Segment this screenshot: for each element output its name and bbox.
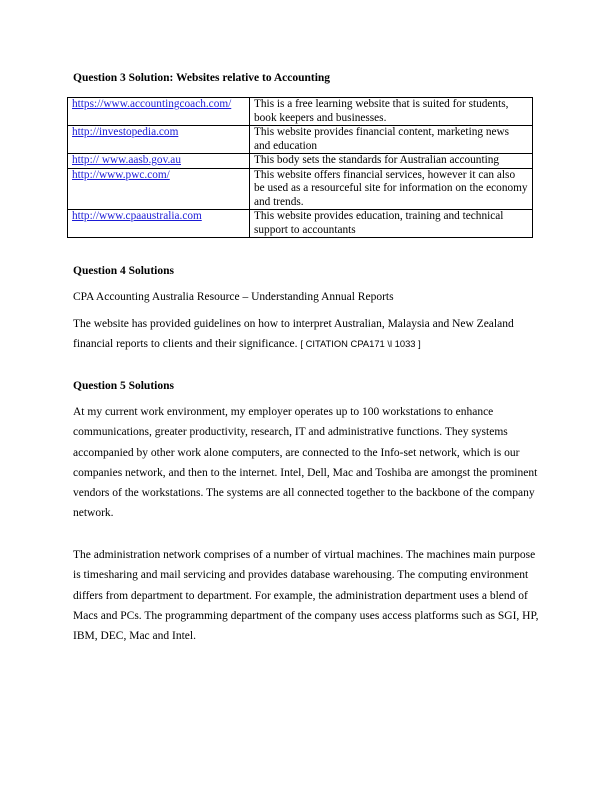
website-link[interactable]: http://investopedia.com [72, 126, 179, 138]
q4-citation: [ CITATION CPA171 \l 1033 ] [300, 338, 421, 350]
description-cell: This is a free learning website that is suited for students, book keepers and businesses. [250, 98, 533, 126]
q4-paragraph [73, 314, 543, 355]
table-row [68, 210, 533, 238]
url-cell [68, 98, 250, 126]
q5-heading: Question 5 Solutions [73, 380, 174, 392]
table-row [68, 154, 533, 169]
url-cell [68, 168, 250, 210]
q5-paragraph-1: At my current work environment, my employer operates up to 100 workstations to enhance communications, greater productivity, research, IT and administrative functions. They systems accompanied by other work alone computers, are connected to the Info-set network, which is our companies network, and then to the internet. Intel, Dell, Mac and Toshiba are amongst the prominent vendors of the workstations. The systems are all connected together to the backbone of the company network. [73, 406, 538, 520]
website-link[interactable]: http://www.pwc.com/ [72, 168, 170, 181]
q5-paragraph-2: The administration network comprises of a number of virtual machines. The machines main purpose is timesharing and mail servicing and provides database warehousing. The computing environment differs from department to department. For example, the administration department uses a blend of Macs and PCs. The programming department of the company uses access platforms such as SGI, HP, IBM, DEC, Mac and Intel. [73, 549, 539, 643]
website-link[interactable]: http:// www.aasb.gov.au [72, 154, 181, 166]
website-link[interactable]: https://www.accountingcoach.com/ [72, 98, 232, 110]
q3-heading: Question 3 Solution: Websites relative to Accounting [73, 72, 331, 84]
q4-body-text: The website has provided guidelines on how to interpret Australian, Malaysia and New Zealand financial reports to clients and their significance. [73, 318, 514, 351]
url-cell [68, 154, 250, 169]
url-cell [68, 210, 250, 238]
table-row [68, 98, 533, 126]
description-cell: This website provides financial content, marketing news and education [250, 126, 533, 154]
description-cell: This body sets the standards for Australian accounting [250, 154, 533, 169]
table-row [68, 126, 533, 154]
description-cell: This website provides education, training and technical support to accountants [250, 210, 533, 238]
description-cell: This website offers financial services, however it can also be used as a resourceful site for information on the economy and trends. [250, 168, 533, 210]
url-cell [68, 126, 250, 154]
table-row [68, 168, 533, 210]
q4-resource-title: CPA Accounting Australia Resource – Understanding Annual Reports [73, 291, 394, 303]
website-link[interactable]: http://www.cpaaustralia.com [72, 210, 202, 222]
websites-table [67, 97, 533, 238]
q4-heading: Question 4 Solutions [73, 265, 174, 277]
